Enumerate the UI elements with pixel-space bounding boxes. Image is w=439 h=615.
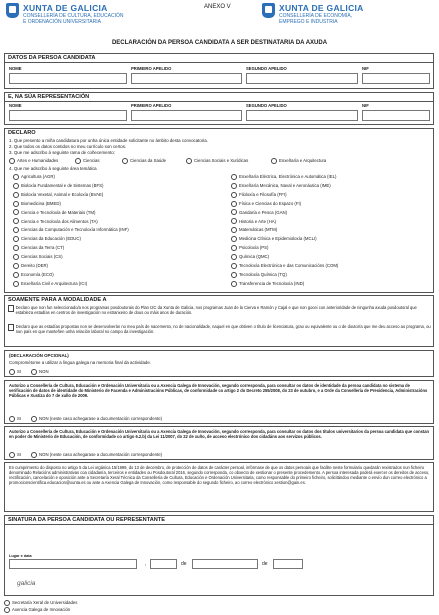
area-option[interactable]: Enxeñaría Eléctrica, Electrónica e Automática (IEL) <box>231 173 431 182</box>
rep-segundo-apelido-field[interactable] <box>246 110 358 121</box>
month-field[interactable] <box>192 559 258 569</box>
branch-option[interactable]: Ciencias <box>75 158 99 164</box>
right-logo <box>262 3 364 25</box>
place-date-label: Lugar e data <box>9 554 32 558</box>
day-field[interactable] <box>150 559 177 569</box>
radio-icon <box>231 192 237 198</box>
area-option[interactable]: Historia e Arte (HA) <box>231 218 431 227</box>
area-option[interactable]: Enxeñaría Civil e Arquitectura (ICI) <box>13 280 213 289</box>
optional-non-option[interactable]: NON <box>31 369 49 375</box>
nif-field[interactable] <box>362 73 430 84</box>
radio-icon <box>13 272 19 278</box>
radio-icon <box>13 236 19 242</box>
radio-icon <box>31 369 37 375</box>
rep-nome-field[interactable] <box>9 110 127 121</box>
field-label-primeiro-apelido: PRIMEIRO APELIDO <box>131 66 172 71</box>
area-option[interactable]: Medicina Clínica e Epidemioloxía (MCLI) <box>231 235 431 244</box>
year-field[interactable] <box>273 559 303 569</box>
radio-icon <box>31 416 37 422</box>
section-titles-consent <box>4 426 434 460</box>
area-option[interactable]: Gandaría e Pesca (GAN) <box>231 209 431 218</box>
radio-icon <box>13 218 19 224</box>
radio-icon <box>231 183 237 189</box>
area-option[interactable]: Ciencias Sociais (CS) <box>13 253 213 262</box>
field-label-nif: NIF <box>362 103 369 108</box>
area-option[interactable]: Tecnoloxía Química (TQ) <box>231 271 431 280</box>
xunta-shield-icon <box>262 3 275 18</box>
right-dept-line-1: CONSELLERÍA DE ECONOMÍA, <box>279 13 353 19</box>
area-option[interactable]: Matemáticas (MTM) <box>231 226 431 235</box>
area-option[interactable]: Ciencias da Educación (EDUC) <box>13 235 213 244</box>
checkbox-icon[interactable] <box>8 305 14 312</box>
area-label: 4. Que me adscribo á seguinte área temática <box>9 166 97 171</box>
right-dept-line-2: EMPREGO E INDUSTRIA <box>279 19 338 25</box>
optional-text: Comprométome a utilizar a lingua galega na memoria final da actividade. <box>9 360 152 365</box>
de-label-2: de <box>262 561 268 567</box>
area-option[interactable]: Ciencias da Computación e Tecnoloxía Informática (INF) <box>13 226 213 235</box>
section-candidate-data <box>4 53 434 89</box>
declaro-item-2: 2. Que todos os datos contidos no meu currículo son certos. <box>9 144 127 149</box>
de-label-1: de <box>181 561 187 567</box>
footer-recipients <box>4 600 77 613</box>
field-label-primeiro-apelido: PRIMEIRO APELIDO <box>131 103 172 108</box>
place-field[interactable] <box>9 559 137 569</box>
area-option[interactable]: Ciencias da Terra (CT) <box>13 244 213 253</box>
segundo-apelido-field[interactable] <box>246 73 358 84</box>
left-dept-line-2: E ORDENACIÓN UNIVERSITARIA <box>23 19 101 25</box>
area-option[interactable]: Química (QMC) <box>231 253 431 262</box>
galicia-logo: galicia <box>17 580 36 587</box>
right-org-name: XUNTA DE GALICIA <box>279 3 364 13</box>
radio-icon <box>13 183 19 189</box>
radio-icon <box>231 209 237 215</box>
branch-option[interactable]: Artes e Humanidades <box>9 158 58 164</box>
radio-icon <box>13 209 19 215</box>
area-option[interactable]: Ciencia e Tecnoloxía de Materiais (TM) <box>13 209 213 218</box>
area-option[interactable]: Enxeñaría Mecánica, Naval e Aeronáutica (IME) <box>231 182 431 191</box>
modalidade-a-item-2[interactable]: Declaro que as estadías propostas non se desenvolverán no meu país de nacemento, no de nacionalidade, naquel en que obtiven o título de licenciatura, grao ou equivalente ou o de doutor/a que me deu acceso ao programa, ou nun país en que manteñen unha relación laboral no campo da investigación. <box>8 324 432 334</box>
radio-icon <box>231 201 237 207</box>
radio-icon <box>13 245 19 251</box>
field-label-nif: NIF <box>362 66 369 71</box>
radio-icon <box>13 174 19 180</box>
radio-icon <box>13 227 19 233</box>
radio-icon <box>231 174 237 180</box>
radio-icon <box>231 254 237 260</box>
radio-icon <box>231 272 237 278</box>
section-declaro <box>4 128 434 293</box>
radio-icon <box>13 254 19 260</box>
radio-icon <box>4 607 10 613</box>
radio-icon <box>9 452 15 458</box>
section-signature <box>4 515 434 596</box>
radio-icon <box>231 263 237 269</box>
radio-icon <box>13 263 19 269</box>
area-option[interactable]: Dereito (DER) <box>13 262 213 271</box>
radio-icon <box>231 236 237 242</box>
document-title: DECLARACIÓN DA PERSOA CANDIDATA A SER DESTINATARIA DA AXUDA <box>111 40 328 46</box>
section-title: DATOS DA PERSOA CANDIDATA <box>5 54 433 63</box>
section-modalidade-a <box>4 295 434 347</box>
recipient-item[interactable]: Secretaría Xeral de Universidades <box>4 600 77 607</box>
areas-left-list <box>13 173 213 289</box>
area-option[interactable]: Física e Ciencias do Espazo (FI) <box>231 200 431 209</box>
section-representative <box>4 92 434 125</box>
rep-primeiro-apelido-field[interactable] <box>131 110 242 121</box>
area-option[interactable]: Biomedicina (BMED) <box>13 200 213 209</box>
radio-icon <box>13 281 19 287</box>
branch-option[interactable]: Ciencias da Saúde <box>122 158 166 164</box>
field-label-segundo-apelido: SEGUNDO APELIDO <box>246 66 287 71</box>
branch-option[interactable]: Ciencias Sociais e Xurídicas <box>186 158 248 164</box>
declaro-item-1: 1. Que presento a miña candidatura por unha única entidade solicitante no ámbito desta convocatoria. <box>9 138 208 143</box>
recipient-item[interactable]: Axencia Galega de Innovación <box>4 607 77 614</box>
section-optional <box>4 350 434 377</box>
primeiro-apelido-field[interactable] <box>131 73 242 84</box>
radio-icon <box>13 201 19 207</box>
radio-icon <box>13 192 19 198</box>
titles-si-option[interactable]: SI <box>9 452 21 458</box>
radio-icon <box>75 158 81 164</box>
field-label-segundo-apelido: SEGUNDO APELIDO <box>246 103 287 108</box>
optional-si-option[interactable]: SI <box>9 369 21 375</box>
branch-option[interactable]: Enxeñaría e Arquitectura <box>271 158 326 164</box>
radio-icon <box>9 416 15 422</box>
section-identity-consent <box>4 380 434 424</box>
radio-icon <box>4 600 10 606</box>
modalidade-a-item-1[interactable]: Declaro que non fun seleccionado/a nos programas posdoutorais do Plan I2C da Xunta de Galicia, nos programas Juan de la Cierva e Ramón y Cajal e que non gocei con anterioridade de ningunha axuda posdoutoral que estableza estadías en centros de investigación no estranxeiro de dous ou máis anos de duración. <box>8 305 432 315</box>
radio-icon <box>271 158 277 164</box>
area-option[interactable]: Bioloxía Vexetal, Animal e Ecoloxía (BVAE) <box>13 191 213 200</box>
left-logo <box>6 3 123 25</box>
titles-non-option[interactable]: NON (neste caso achegarase a documentación correspondente) <box>31 452 162 458</box>
radio-icon <box>122 158 128 164</box>
section-title: SINATURA DA PERSOA CANDIDATA OU REPRESENTANTE <box>5 516 433 525</box>
radio-icon <box>231 281 237 287</box>
area-option[interactable]: Filoloxía e Filosofía (FFI) <box>231 191 431 200</box>
radio-icon <box>9 369 15 375</box>
optional-title: (DECLARACIÓN OPCIONAL) <box>9 353 69 358</box>
area-option[interactable]: Tecnoloxía Electrónica e das Comunicacións (COM) <box>231 262 431 271</box>
area-option[interactable]: Transferencia de Tecnoloxía (IND) <box>231 280 431 289</box>
comma-separator: , <box>145 561 147 567</box>
radio-icon <box>186 158 192 164</box>
left-dept-line-1: CONSELLERÍA DE CULTURA, EDUCACIÓN <box>23 13 124 19</box>
area-option[interactable]: Bioloxía Fundamental e de Sistemas (BFS) <box>13 182 213 191</box>
area-option[interactable]: Economía (ECO) <box>13 271 213 280</box>
section-data-protection <box>4 462 434 512</box>
declaro-item-3: 3. Que me adscribo á seguinte rama de coñecemento: <box>9 150 115 155</box>
radio-icon <box>231 218 237 224</box>
xunta-shield-icon <box>6 3 19 18</box>
area-option[interactable]: Psicoloxía (PS) <box>231 244 431 253</box>
anexo-label: ANEXO V <box>204 4 231 10</box>
area-option[interactable]: Agricultura (AGR) <box>13 173 213 182</box>
radio-icon <box>9 158 15 164</box>
field-label-nome: NOME <box>9 103 22 108</box>
titles-consent-text: Autorizo a Consellería de Cultura, Educación e Ordenación Universitaria ou a Axencia Galega de Innovación, segundo corresponda, para consultar os datos dos títulos universitarios da persoa candidata que constan en poder do Ministerio de Educación, de conformidade co artigo 6.2.b) da Lei 11/2007, do 22 de xuño, de acceso electrónico dos cidadáns aos servizos públicos. <box>9 429 430 439</box>
area-option[interactable]: Ciencia e Tecnoloxía dos Alimentos (TA) <box>13 218 213 227</box>
field-label-nome: NOME <box>9 66 22 71</box>
radio-icon <box>31 452 37 458</box>
left-org-name: XUNTA DE GALICIA <box>23 3 108 13</box>
section-title: DECLARO <box>8 130 36 136</box>
rep-nif-field[interactable] <box>362 110 430 121</box>
section-title: SOAMENTE PARA A MODALIDADE A <box>8 297 107 303</box>
identity-si-option[interactable]: SI <box>9 416 21 422</box>
radio-icon <box>231 245 237 251</box>
section-title: E, NA SÚA REPRESENTACIÓN <box>5 93 433 102</box>
radio-icon <box>231 227 237 233</box>
checkbox-icon[interactable] <box>8 324 14 331</box>
areas-right-list <box>231 173 431 289</box>
identity-non-option[interactable]: NON (neste caso achegarase a documentación correspondente) <box>31 416 162 422</box>
identity-consent-text: Autorizo a Consellería de Cultura, Educación e Ordenación Universitaria ou a Axencia Galega de Innovación, segundo corresponda, para consultar os datos de identidade da persoa candidata no sistema de verificación de datos de identidade do Ministerio de Facenda e Administracións Públicas, de conformidade co artigo 2 do Decreto 255/2008, do 23 de outubro, e a Orde da Consellería de Presidencia, Administracións Públicas e Xustiza do 7 de xullo de 2009. <box>9 383 428 398</box>
nome-field[interactable] <box>9 73 127 84</box>
data-protection-text: En cumprimento do disposto no artigo 5 da Lei orgánica 15/1999, do 13 de decembro, de protección de datos de carácter persoal, infórmase de que os datos persoais que facilite neste formulario quedarán rexistrados nun ficheiro denominado Relacións administrativas coa cidadanía, terceiros e entidades ou Posdoutoral 2016, segundo corresponda, co obxecto de xestionar o presente procedemento. A persoa interesada poderá exercer os dereitos de acceso, rectificación, cancelación e oposición ante a Secretaría Xeral Técnica da Consellería de Cultura, Educación e Ordenación Universitaria, como responsable do primeiro ficheiro, solicitándoo mediante o envío dun correo electrónico a promocionscientifica.educacion@xunta.es ou ante a Axencia Galega de Innovación, como responsable do segundo ficheiro, ao correo electrónico xestion@gain.es. <box>9 465 430 485</box>
